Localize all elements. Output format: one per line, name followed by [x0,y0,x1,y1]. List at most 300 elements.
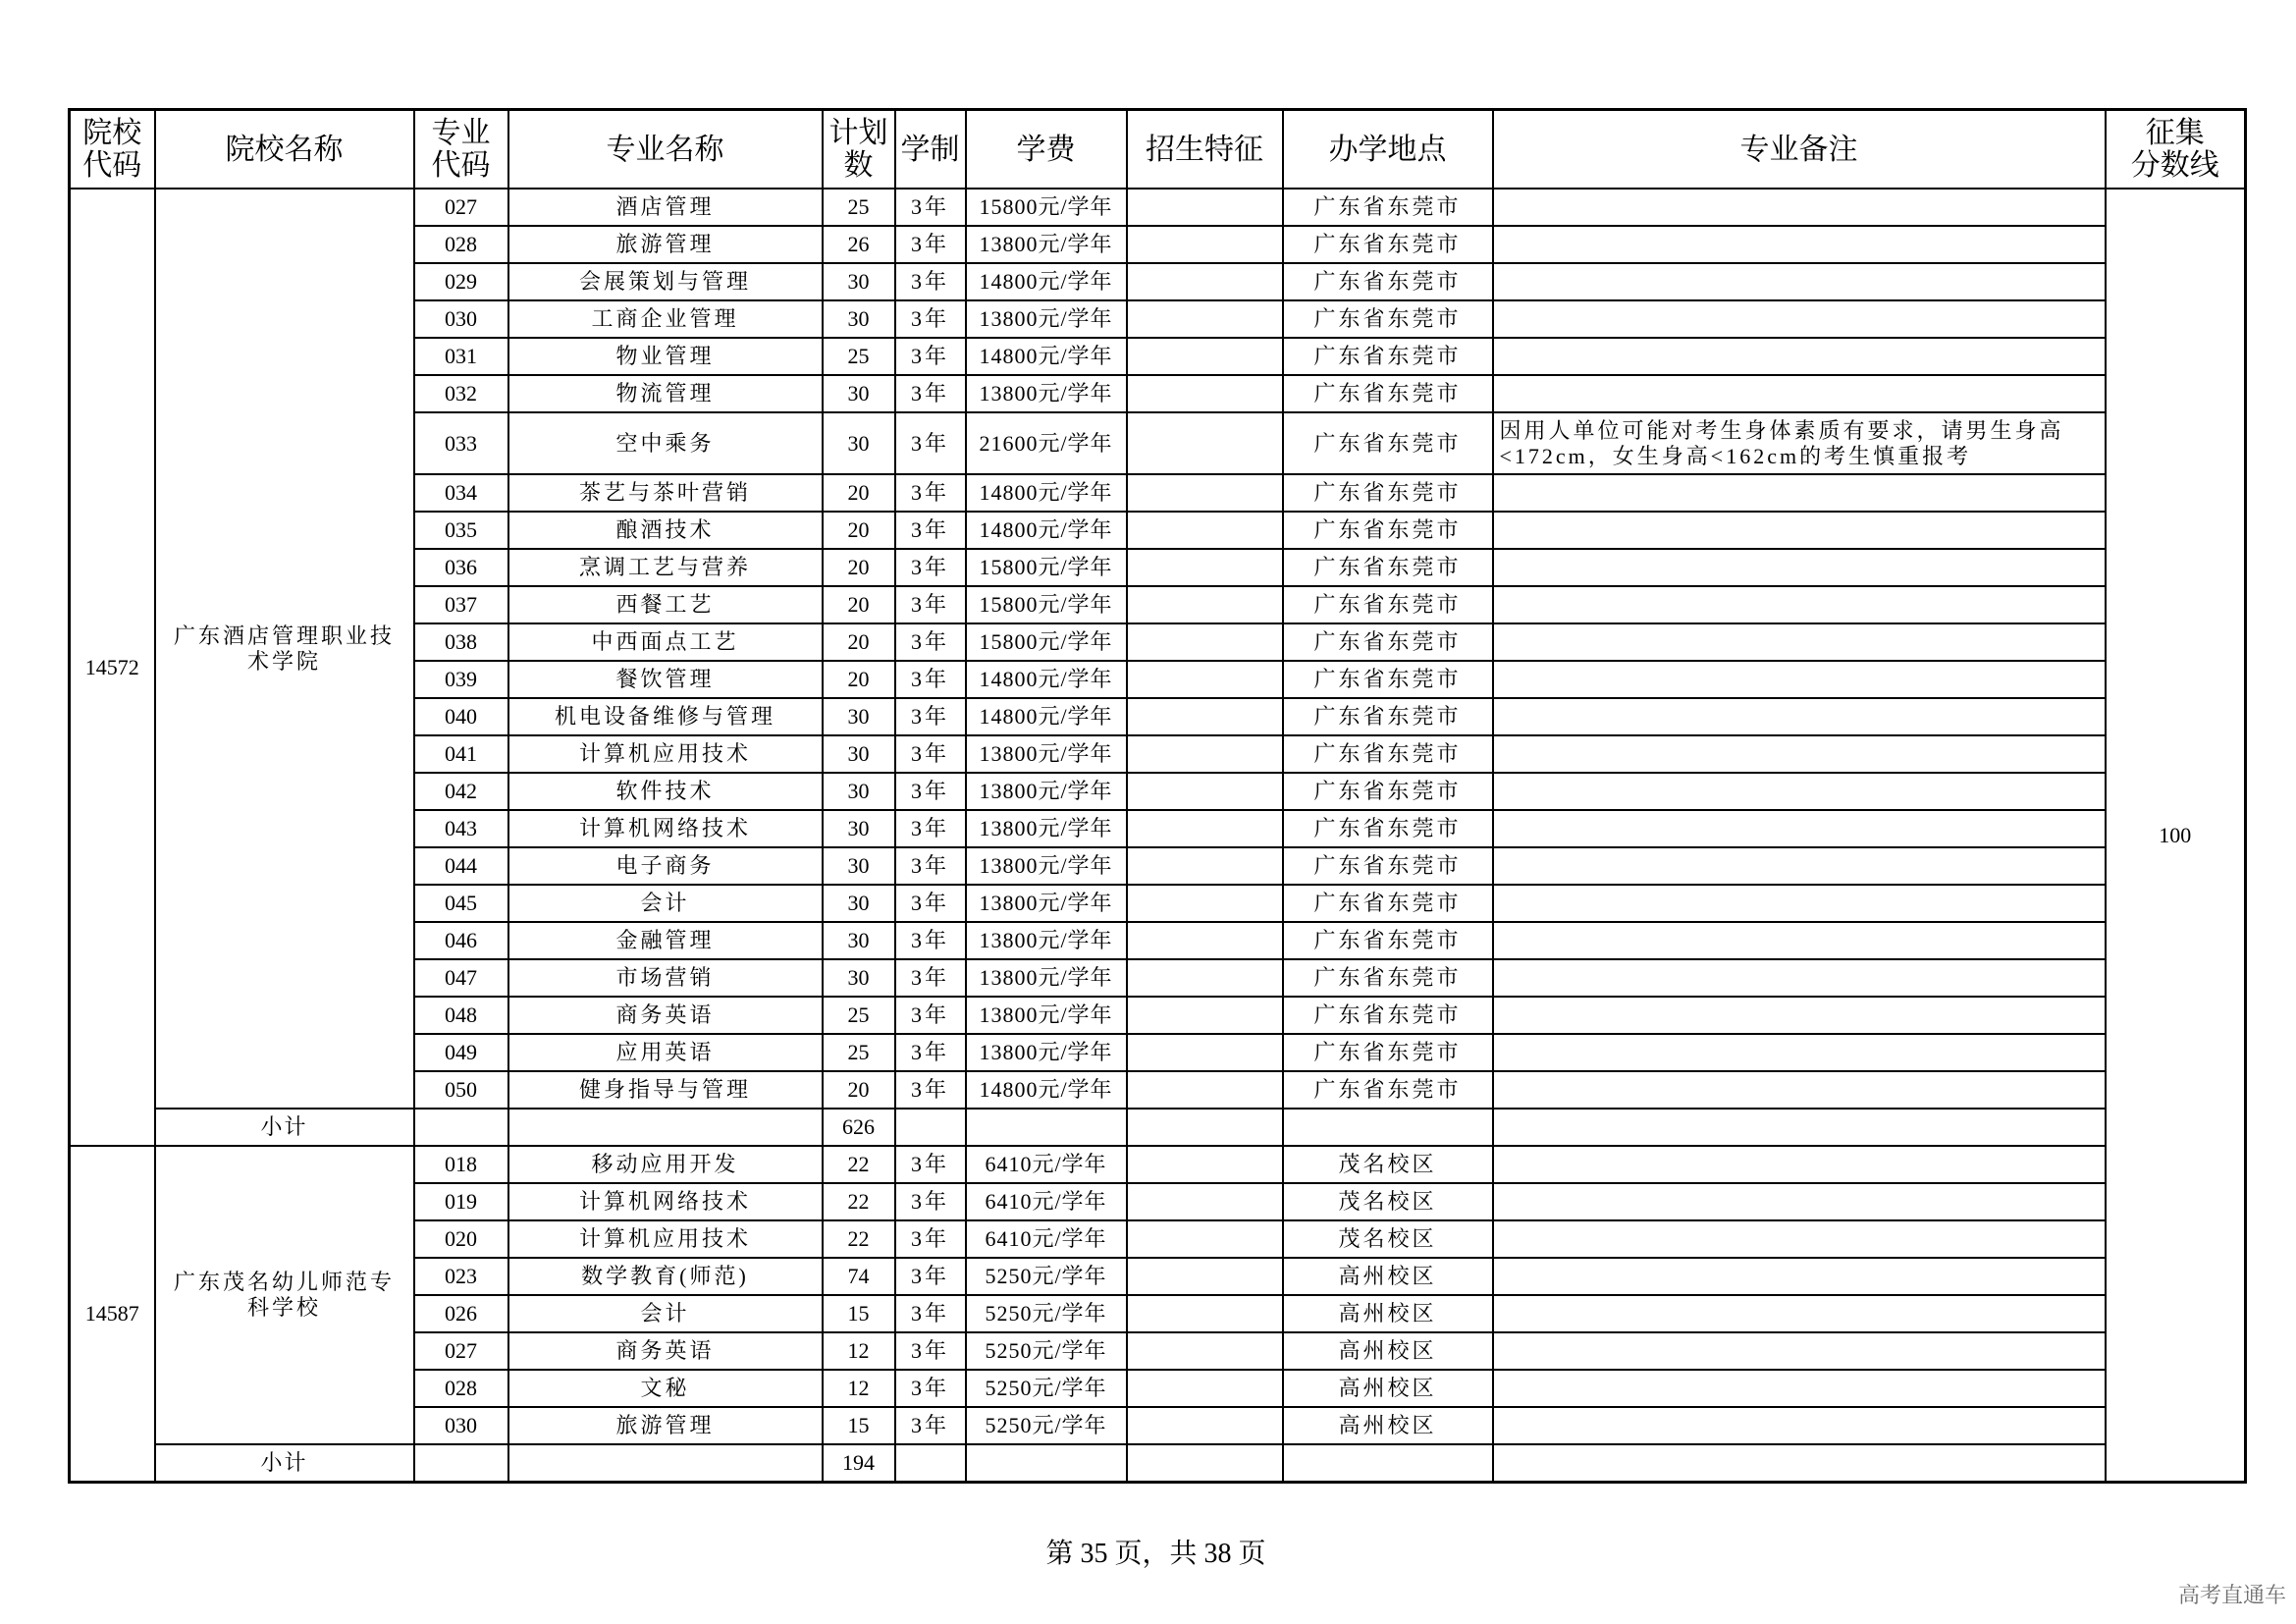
cell-feature [1127,1146,1283,1183]
cell-major-code: 030 [414,300,508,338]
cell-location: 高州校区 [1283,1332,1493,1370]
cell-plan: 30 [823,735,895,773]
cell-duration: 3年 [895,300,966,338]
cell-plan: 26 [823,226,895,263]
cell-major-code: 040 [414,698,508,735]
cell-location: 广东省东莞市 [1283,375,1493,412]
cell-major-name: 会计 [508,885,823,922]
cell-major-code: 047 [414,959,508,997]
cell-fee: 13800元/学年 [966,959,1127,997]
cell-major-name: 计算机网络技术 [508,810,823,847]
cell-fee: 14800元/学年 [966,474,1127,512]
cell-major-name: 机电设备维修与管理 [508,698,823,735]
cell-fee: 14800元/学年 [966,512,1127,549]
cell-note [1493,1034,2106,1071]
cell-location: 广东省东莞市 [1283,263,1493,300]
cell-feature [1127,1220,1283,1258]
cell-location [1283,1444,1493,1483]
cell-feature [1127,189,1283,226]
cell-duration: 3年 [895,847,966,885]
cell-major-code: 020 [414,1220,508,1258]
cell-note [1493,263,2106,300]
column-header-school-code: 院校 代码 [70,110,155,189]
cell-feature [1127,412,1283,474]
cell-location: 广东省东莞市 [1283,1034,1493,1071]
cell-duration: 3年 [895,1295,966,1332]
cell-major-code: 026 [414,1295,508,1332]
cell-duration [895,1109,966,1146]
cell-school-code: 14572 [70,189,155,1146]
cell-fee: 6410元/学年 [966,1146,1127,1183]
cell-plan: 30 [823,922,895,959]
cell-note [1493,1444,2106,1483]
cell-note [1493,1220,2106,1258]
cell-major-code: 031 [414,338,508,375]
cell-plan: 30 [823,847,895,885]
column-header-location: 办学地点 [1283,110,1493,189]
cell-feature [1127,847,1283,885]
cell-plan: 25 [823,1034,895,1071]
cell-plan: 30 [823,773,895,810]
column-header-cutoff: 征集 分数线 [2106,110,2246,189]
cell-major-name [508,1109,823,1146]
cell-major-name: 烹调工艺与营养 [508,549,823,586]
cell-note [1493,810,2106,847]
cell-major-name: 计算机应用技术 [508,1220,823,1258]
cell-note [1493,189,2106,226]
cell-duration: 3年 [895,586,966,623]
cell-fee: 14800元/学年 [966,338,1127,375]
cell-fee: 13800元/学年 [966,300,1127,338]
cell-major-code: 046 [414,922,508,959]
cell-location: 广东省东莞市 [1283,300,1493,338]
cell-feature [1127,698,1283,735]
cell-feature [1127,375,1283,412]
cell-major-name: 餐饮管理 [508,661,823,698]
cell-major-name: 中西面点工艺 [508,623,823,661]
cell-feature [1127,1183,1283,1220]
cell-note [1493,1146,2106,1183]
cell-major-code: 034 [414,474,508,512]
cell-duration: 3年 [895,1034,966,1071]
cell-major-name: 市场营销 [508,959,823,997]
cell-major-name: 健身指导与管理 [508,1071,823,1109]
cell-school-name: 广东酒店管理职业技术学院 [155,189,414,1109]
cell-feature [1127,1109,1283,1146]
cell-note [1493,1295,2106,1332]
cell-feature [1127,1332,1283,1370]
cell-note [1493,735,2106,773]
cell-fee: 6410元/学年 [966,1183,1127,1220]
cell-fee: 13800元/学年 [966,885,1127,922]
cell-fee: 15800元/学年 [966,189,1127,226]
cell-note [1493,1071,2106,1109]
cell-location [1283,1109,1493,1146]
cell-duration: 3年 [895,922,966,959]
cell-feature [1127,885,1283,922]
cell-fee: 5250元/学年 [966,1258,1127,1295]
cell-note [1493,1183,2106,1220]
cell-major-name: 空中乘务 [508,412,823,474]
cell-feature [1127,1071,1283,1109]
cell-fee: 5250元/学年 [966,1295,1127,1332]
cell-major-code: 028 [414,1370,508,1407]
cell-major-code: 027 [414,189,508,226]
cell-cutoff: 100 [2106,189,2246,1483]
cell-note [1493,661,2106,698]
cell-duration: 3年 [895,189,966,226]
cell-major-name: 计算机应用技术 [508,735,823,773]
cell-fee: 13800元/学年 [966,735,1127,773]
cell-note [1493,512,2106,549]
cell-note [1493,698,2106,735]
cell-note: 因用人单位可能对考生身体素质有要求，请男生身高<172cm，女生身高<162cm的考生慎重报考 [1493,412,2106,474]
cell-plan: 30 [823,810,895,847]
column-header-plan: 计划 数 [823,110,895,189]
cell-fee: 13800元/学年 [966,810,1127,847]
cell-major-code: 023 [414,1258,508,1295]
cell-location: 广东省东莞市 [1283,698,1493,735]
cell-plan: 12 [823,1370,895,1407]
cell-fee: 15800元/学年 [966,623,1127,661]
cell-plan: 20 [823,474,895,512]
page-number: 第 35 页，共 38 页 [1045,1539,1266,1569]
cell-major-name: 移动应用开发 [508,1146,823,1183]
cell-duration: 3年 [895,512,966,549]
cell-major-name: 物业管理 [508,338,823,375]
cell-note [1493,226,2106,263]
header-row [70,110,2246,189]
cell-major-name: 物流管理 [508,375,823,412]
cell-feature [1127,474,1283,512]
cell-location: 广东省东莞市 [1283,623,1493,661]
cell-major-name [508,1444,823,1483]
cell-feature [1127,735,1283,773]
cell-major-name: 茶艺与茶叶营销 [508,474,823,512]
cell-major-code: 035 [414,512,508,549]
cell-location: 广东省东莞市 [1283,661,1493,698]
cell-duration: 3年 [895,1370,966,1407]
cell-major-name: 酿酒技术 [508,512,823,549]
watermark: 高考直通车 [2177,1583,2286,1607]
cell-plan: 20 [823,1071,895,1109]
cell-plan: 20 [823,586,895,623]
cell-major-code [414,1444,508,1483]
cell-major-code: 033 [414,412,508,474]
cell-major-name: 计算机网络技术 [508,1183,823,1220]
cell-plan: 30 [823,300,895,338]
cell-major-name: 软件技术 [508,773,823,810]
cell-fee [966,1444,1127,1483]
cell-location: 广东省东莞市 [1283,885,1493,922]
cell-feature [1127,263,1283,300]
cell-major-name: 酒店管理 [508,189,823,226]
cell-school-code: 14587 [70,1146,155,1483]
cell-duration: 3年 [895,549,966,586]
cell-location: 高州校区 [1283,1295,1493,1332]
cell-location: 广东省东莞市 [1283,922,1493,959]
cell-feature [1127,1034,1283,1071]
cell-feature [1127,1258,1283,1295]
cell-fee: 15800元/学年 [966,549,1127,586]
cell-plan: 20 [823,549,895,586]
cell-location: 广东省东莞市 [1283,338,1493,375]
cell-major-name: 旅游管理 [508,226,823,263]
cell-fee: 6410元/学年 [966,1220,1127,1258]
cell-major-code: 043 [414,810,508,847]
cell-duration: 3年 [895,1071,966,1109]
cell-duration: 3年 [895,1183,966,1220]
cell-feature [1127,300,1283,338]
cell-major-code: 038 [414,623,508,661]
cell-fee: 14800元/学年 [966,1071,1127,1109]
cell-major-name: 商务英语 [508,1332,823,1370]
cell-major-code: 036 [414,549,508,586]
cell-major-code: 041 [414,735,508,773]
cell-major-code: 018 [414,1146,508,1183]
cell-feature [1127,338,1283,375]
cell-plan: 30 [823,959,895,997]
cell-feature [1127,1295,1283,1332]
cell-fee: 14800元/学年 [966,661,1127,698]
cell-feature [1127,997,1283,1034]
cell-major-name: 金融管理 [508,922,823,959]
cell-major-code: 019 [414,1183,508,1220]
cell-major-name: 旅游管理 [508,1407,823,1444]
cell-plan: 25 [823,338,895,375]
subtotal-plan: 626 [823,1109,895,1146]
subtotal-row [70,1444,2246,1483]
cell-major-code: 048 [414,997,508,1034]
cell-fee: 13800元/学年 [966,922,1127,959]
cell-duration: 3年 [895,474,966,512]
cell-plan: 25 [823,189,895,226]
cell-feature [1127,586,1283,623]
cell-plan: 25 [823,997,895,1034]
cell-location: 高州校区 [1283,1407,1493,1444]
cell-school-name: 广东茂名幼儿师范专科学校 [155,1146,414,1444]
cell-location: 茂名校区 [1283,1220,1493,1258]
cell-plan: 20 [823,512,895,549]
table-row [70,189,2246,226]
cell-major-code: 037 [414,586,508,623]
admission-plan-table [68,108,2247,1484]
cell-major-name: 西餐工艺 [508,586,823,623]
cell-fee: 21600元/学年 [966,412,1127,474]
column-header-major-name: 专业名称 [508,110,823,189]
cell-location: 广东省东莞市 [1283,474,1493,512]
cell-major-name: 商务英语 [508,997,823,1034]
cell-feature [1127,959,1283,997]
cell-note [1493,773,2106,810]
cell-major-code: 032 [414,375,508,412]
cell-feature [1127,1444,1283,1483]
subtotal-plan: 194 [823,1444,895,1483]
cell-location: 高州校区 [1283,1370,1493,1407]
cell-major-code: 050 [414,1071,508,1109]
cell-major-code: 045 [414,885,508,922]
cell-feature [1127,1407,1283,1444]
cell-note [1493,847,2106,885]
cell-note [1493,1109,2106,1146]
cell-location: 广东省东莞市 [1283,997,1493,1034]
column-header-major-code: 专业 代码 [414,110,508,189]
cell-fee: 14800元/学年 [966,698,1127,735]
cell-plan: 15 [823,1295,895,1332]
cell-plan: 22 [823,1183,895,1220]
cell-duration: 3年 [895,623,966,661]
cell-note [1493,474,2106,512]
cell-note [1493,586,2106,623]
cell-major-name: 电子商务 [508,847,823,885]
cell-major-name: 会计 [508,1295,823,1332]
cell-duration: 3年 [895,375,966,412]
cell-location: 广东省东莞市 [1283,847,1493,885]
cell-fee: 13800元/学年 [966,1034,1127,1071]
cell-note [1493,1407,2106,1444]
cell-fee: 13800元/学年 [966,997,1127,1034]
cell-note [1493,959,2106,997]
cell-location: 广东省东莞市 [1283,549,1493,586]
cell-duration: 3年 [895,338,966,375]
cell-plan: 22 [823,1146,895,1183]
cell-duration: 3年 [895,263,966,300]
cell-plan: 15 [823,1407,895,1444]
cell-feature [1127,661,1283,698]
cell-duration: 3年 [895,997,966,1034]
cell-feature [1127,922,1283,959]
cell-duration: 3年 [895,959,966,997]
cell-major-code: 044 [414,847,508,885]
cell-plan: 74 [823,1258,895,1295]
cell-duration: 3年 [895,1146,966,1183]
cell-duration: 3年 [895,810,966,847]
table-body [70,189,2246,1483]
cell-plan: 12 [823,1332,895,1370]
cell-plan: 30 [823,885,895,922]
cell-location: 广东省东莞市 [1283,810,1493,847]
cell-duration: 3年 [895,698,966,735]
cell-fee: 13800元/学年 [966,226,1127,263]
table-row [70,1146,2246,1183]
cell-major-code: 027 [414,1332,508,1370]
cell-feature [1127,773,1283,810]
cell-location: 茂名校区 [1283,1146,1493,1183]
cell-location: 广东省东莞市 [1283,1071,1493,1109]
cell-note [1493,375,2106,412]
column-header-feature: 招生特征 [1127,110,1283,189]
cell-major-name: 应用英语 [508,1034,823,1071]
cell-major-code: 042 [414,773,508,810]
cell-note [1493,338,2106,375]
cell-duration [895,1444,966,1483]
cell-fee: 15800元/学年 [966,586,1127,623]
cell-fee: 13800元/学年 [966,773,1127,810]
cell-note [1493,997,2106,1034]
cell-note [1493,623,2106,661]
cell-major-name: 文秘 [508,1370,823,1407]
cell-duration: 3年 [895,661,966,698]
cell-note [1493,1370,2106,1407]
cell-location: 高州校区 [1283,1258,1493,1295]
cell-major-name: 工商企业管理 [508,300,823,338]
cell-duration: 3年 [895,885,966,922]
column-header-note: 专业备注 [1493,110,2106,189]
column-header-fee: 学费 [966,110,1127,189]
cell-location: 广东省东莞市 [1283,735,1493,773]
cell-duration: 3年 [895,1220,966,1258]
table-header [70,110,2246,189]
cell-location: 广东省东莞市 [1283,773,1493,810]
cell-location: 广东省东莞市 [1283,586,1493,623]
cell-fee: 13800元/学年 [966,375,1127,412]
cell-fee: 5250元/学年 [966,1332,1127,1370]
cell-note [1493,300,2106,338]
cell-duration: 3年 [895,1332,966,1370]
cell-plan: 22 [823,1220,895,1258]
cell-location: 广东省东莞市 [1283,226,1493,263]
cell-major-code: 030 [414,1407,508,1444]
cell-major-code: 028 [414,226,508,263]
cell-location: 广东省东莞市 [1283,412,1493,474]
cell-duration: 3年 [895,226,966,263]
cell-feature [1127,512,1283,549]
cell-plan: 30 [823,698,895,735]
cell-location: 广东省东莞市 [1283,512,1493,549]
cell-fee: 13800元/学年 [966,847,1127,885]
cell-fee: 5250元/学年 [966,1370,1127,1407]
cell-location: 广东省东莞市 [1283,959,1493,997]
cell-major-code: 029 [414,263,508,300]
subtotal-label: 小计 [155,1444,414,1483]
cell-duration: 3年 [895,1258,966,1295]
cell-plan: 20 [823,623,895,661]
cell-duration: 3年 [895,735,966,773]
cell-plan: 30 [823,263,895,300]
cell-plan: 20 [823,661,895,698]
cell-major-name: 数学教育(师范) [508,1258,823,1295]
subtotal-row [70,1109,2246,1146]
cell-note [1493,885,2106,922]
cell-location: 茂名校区 [1283,1183,1493,1220]
column-header-duration: 学制 [895,110,966,189]
cell-feature [1127,226,1283,263]
cell-feature [1127,1370,1283,1407]
cell-major-code [414,1109,508,1146]
cell-note [1493,922,2106,959]
cell-location: 广东省东莞市 [1283,189,1493,226]
column-header-school-name: 院校名称 [155,110,414,189]
cell-fee: 5250元/学年 [966,1407,1127,1444]
cell-duration: 3年 [895,412,966,474]
cell-duration: 3年 [895,1407,966,1444]
cell-plan: 30 [823,412,895,474]
cell-major-code: 039 [414,661,508,698]
cell-major-name: 会展策划与管理 [508,263,823,300]
cell-duration: 3年 [895,773,966,810]
cell-fee [966,1109,1127,1146]
subtotal-label: 小计 [155,1109,414,1146]
cell-major-code: 049 [414,1034,508,1071]
cell-feature [1127,549,1283,586]
cell-feature [1127,623,1283,661]
cell-note [1493,1332,2106,1370]
cell-note [1493,549,2106,586]
cell-note [1493,1258,2106,1295]
cell-feature [1127,810,1283,847]
cell-plan: 30 [823,375,895,412]
cell-fee: 14800元/学年 [966,263,1127,300]
